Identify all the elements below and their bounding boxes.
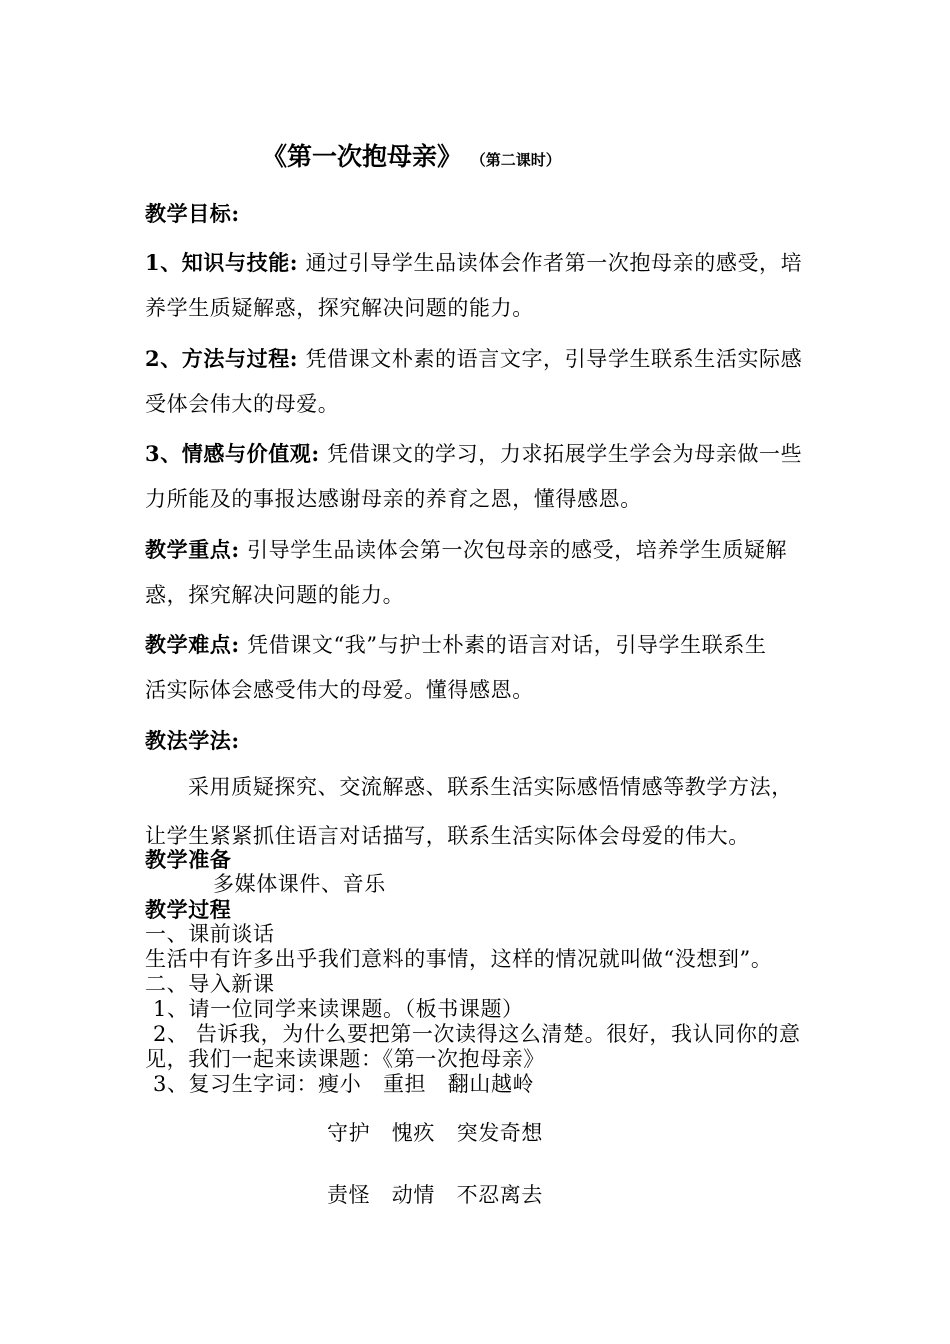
key-point-line-1: 教学重点: 引导学生品读体会第一次包母亲的感受，培养学生质疑解 bbox=[145, 537, 788, 562]
title-main: 《第一次抱母亲》 bbox=[262, 142, 463, 171]
document-title bbox=[262, 137, 561, 173]
difficulty-line-1: 教学难点: 凭借课文“我”与护士朴素的语言对话，引导学生联系生 bbox=[145, 632, 767, 657]
objective-1-line-1: 1、知识与技能: 通过引导学生品读体会作者第一次抱母亲的感受，培 bbox=[145, 250, 803, 275]
step-2-heading: 二、导入新课 bbox=[145, 972, 275, 996]
difficulty-line-2: 活实际体会感受伟大的母爱。懂得感恩。 bbox=[145, 678, 534, 702]
objective-2-line-2: 受体会伟大的母爱。 bbox=[145, 392, 340, 416]
step-2-item-1: 1、请一位同学来读课题。（板书课题） bbox=[153, 997, 524, 1021]
step-1-text: 生活中有许多出乎我们意料的事情，这样的情况就叫做“没想到”。 bbox=[145, 947, 773, 971]
method-line-2: 让学生紧紧抓住语言对话描写，联系生活实际体会母爱的伟大。 bbox=[145, 824, 750, 848]
step-2-item-2-line-2: 见，我们一起来读课题：《第一次抱母亲》 bbox=[145, 1047, 545, 1071]
step-2-item-2-line-1: 2、 告诉我，为什么要把第一次读得这么清楚。很好，我认同你的意 bbox=[153, 1022, 801, 1046]
objective-1-line-2: 养学生质疑解惑，探究解决问题的能力。 bbox=[145, 296, 534, 320]
method-heading: 教法学法: bbox=[145, 728, 240, 753]
key-point-label: 教学重点: bbox=[145, 537, 240, 562]
preparation-heading: 教学准备 bbox=[145, 847, 232, 872]
method-line-1: 采用质疑探究、交流解惑、联系生活实际感悟情感等教学方法， bbox=[188, 775, 793, 799]
objective-1-label: 1、知识与技能: bbox=[145, 250, 299, 275]
objective-2-label: 2、方法与过程: bbox=[145, 346, 299, 371]
vocabulary-row-3: 责怪 动情 不忍离去 bbox=[327, 1183, 543, 1207]
vocabulary-row-2: 守护 愧疚 突发奇想 bbox=[327, 1121, 543, 1145]
objective-3-line-1: 3、情感与价值观: 凭借课文的学习，力求拓展学生学会为母亲做一些 bbox=[145, 441, 803, 466]
objectives-heading: 教学目标: bbox=[145, 201, 240, 226]
process-heading: 教学过程 bbox=[145, 897, 232, 922]
objective-3-line-2: 力所能及的事报达感谢母亲的养育之恩，懂得感恩。 bbox=[145, 487, 642, 511]
title-sub: （第二课时） bbox=[470, 151, 561, 169]
step-1-heading: 一、课前谈话 bbox=[145, 922, 275, 946]
step-2-item-3: 3、复习生字词：瘦小 重担 翻山越岭 bbox=[153, 1072, 535, 1096]
difficulty-label: 教学难点: bbox=[145, 632, 240, 657]
objective-3-label: 3、情感与价值观: bbox=[145, 441, 320, 466]
objective-2-line-1: 2、方法与过程: 凭借课文朴素的语言文字，引导学生联系生活实际感 bbox=[145, 346, 803, 371]
preparation-line: 多媒体课件、音乐 bbox=[213, 872, 386, 896]
key-point-line-2: 惑，探究解决问题的能力。 bbox=[145, 583, 405, 607]
